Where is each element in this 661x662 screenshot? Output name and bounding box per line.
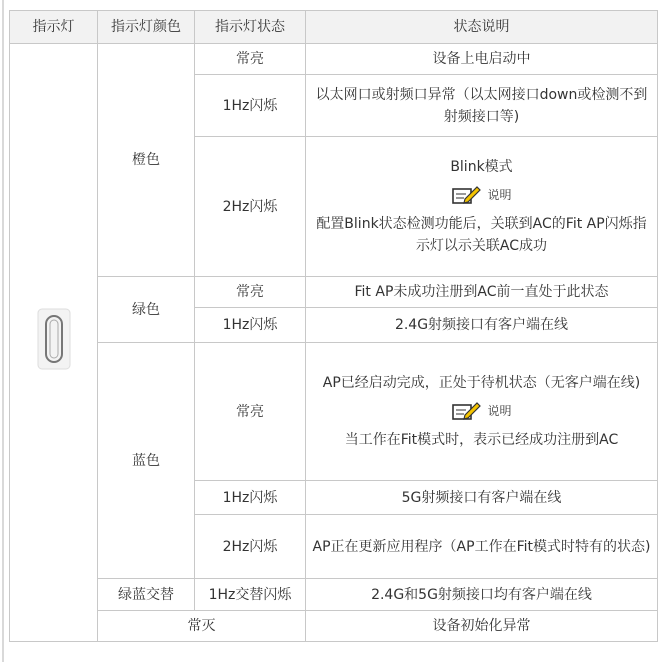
color-blue: 蓝色 (98, 343, 195, 579)
description-cell: 设备上电启动中 (306, 44, 658, 75)
table-row (10, 611, 658, 642)
header-state: 指示灯状态 (195, 11, 306, 44)
state-cell: 常亮 (195, 277, 306, 308)
note-label: 说明 (487, 404, 512, 418)
color-green: 绿色 (98, 277, 195, 343)
state-cell: 常亮 (195, 343, 306, 481)
description-cell (306, 137, 658, 277)
state-cell: 常灭 (98, 611, 306, 642)
description-cell: AP正在更新应用程序（AP工作在Fit模式时特有的状态) (306, 515, 658, 579)
header-color: 指示灯颜色 (98, 11, 195, 44)
table-row (10, 579, 658, 611)
header-indicator: 指示灯 (10, 11, 98, 44)
note-callout (451, 184, 511, 206)
table-row (10, 44, 658, 75)
description-cell: 2.4G和5G射频接口均有客户端在线 (306, 579, 658, 611)
color-green-blue: 绿蓝交替 (98, 579, 195, 611)
state-cell: 1Hz交替闪烁 (195, 579, 306, 611)
table-row (10, 277, 658, 308)
header-description: 状态说明 (306, 11, 658, 44)
description-cell: 2.4G射频接口有客户端在线 (306, 308, 658, 343)
note-label: 说明 (487, 188, 512, 202)
left-divider (2, 0, 4, 662)
description-cell: 设备初始化异常 (306, 611, 658, 642)
state-cell: 1Hz闪烁 (195, 75, 306, 137)
color-orange: 橙色 (98, 44, 195, 277)
state-cell: 1Hz闪烁 (195, 308, 306, 343)
table-header-row (10, 11, 658, 44)
led-status-table (9, 10, 658, 642)
state-cell: 2Hz闪烁 (195, 515, 306, 579)
table-row (10, 343, 658, 481)
note-pencil-icon (451, 184, 483, 206)
description-title: AP已经启动完成，正处于待机状态（无客户端在线) (322, 375, 641, 391)
led-indicator-cell (10, 44, 98, 642)
note-pencil-icon (451, 400, 483, 422)
state-cell: 1Hz闪烁 (195, 481, 306, 515)
description-cell (306, 343, 658, 481)
note-callout (451, 400, 511, 422)
description-cell: 以太网口或射频口异常（以太网接口down或检测不到射频接口等) (306, 75, 658, 137)
note-text: 配置Blink状态检测功能后，关联到AC的Fit AP闪烁指示灯以示关联AC成功 (316, 216, 647, 254)
note-text: 当工作在Fit模式时，表示已经成功注册到AC (344, 432, 619, 448)
state-cell: 常亮 (195, 44, 306, 75)
led-indicator-icon (37, 308, 71, 370)
state-cell: 2Hz闪烁 (195, 137, 306, 277)
description-title: Blink模式 (450, 159, 513, 175)
description-cell: Fit AP未成功注册到AC前一直处于此状态 (306, 277, 658, 308)
description-cell: 5G射频接口有客户端在线 (306, 481, 658, 515)
